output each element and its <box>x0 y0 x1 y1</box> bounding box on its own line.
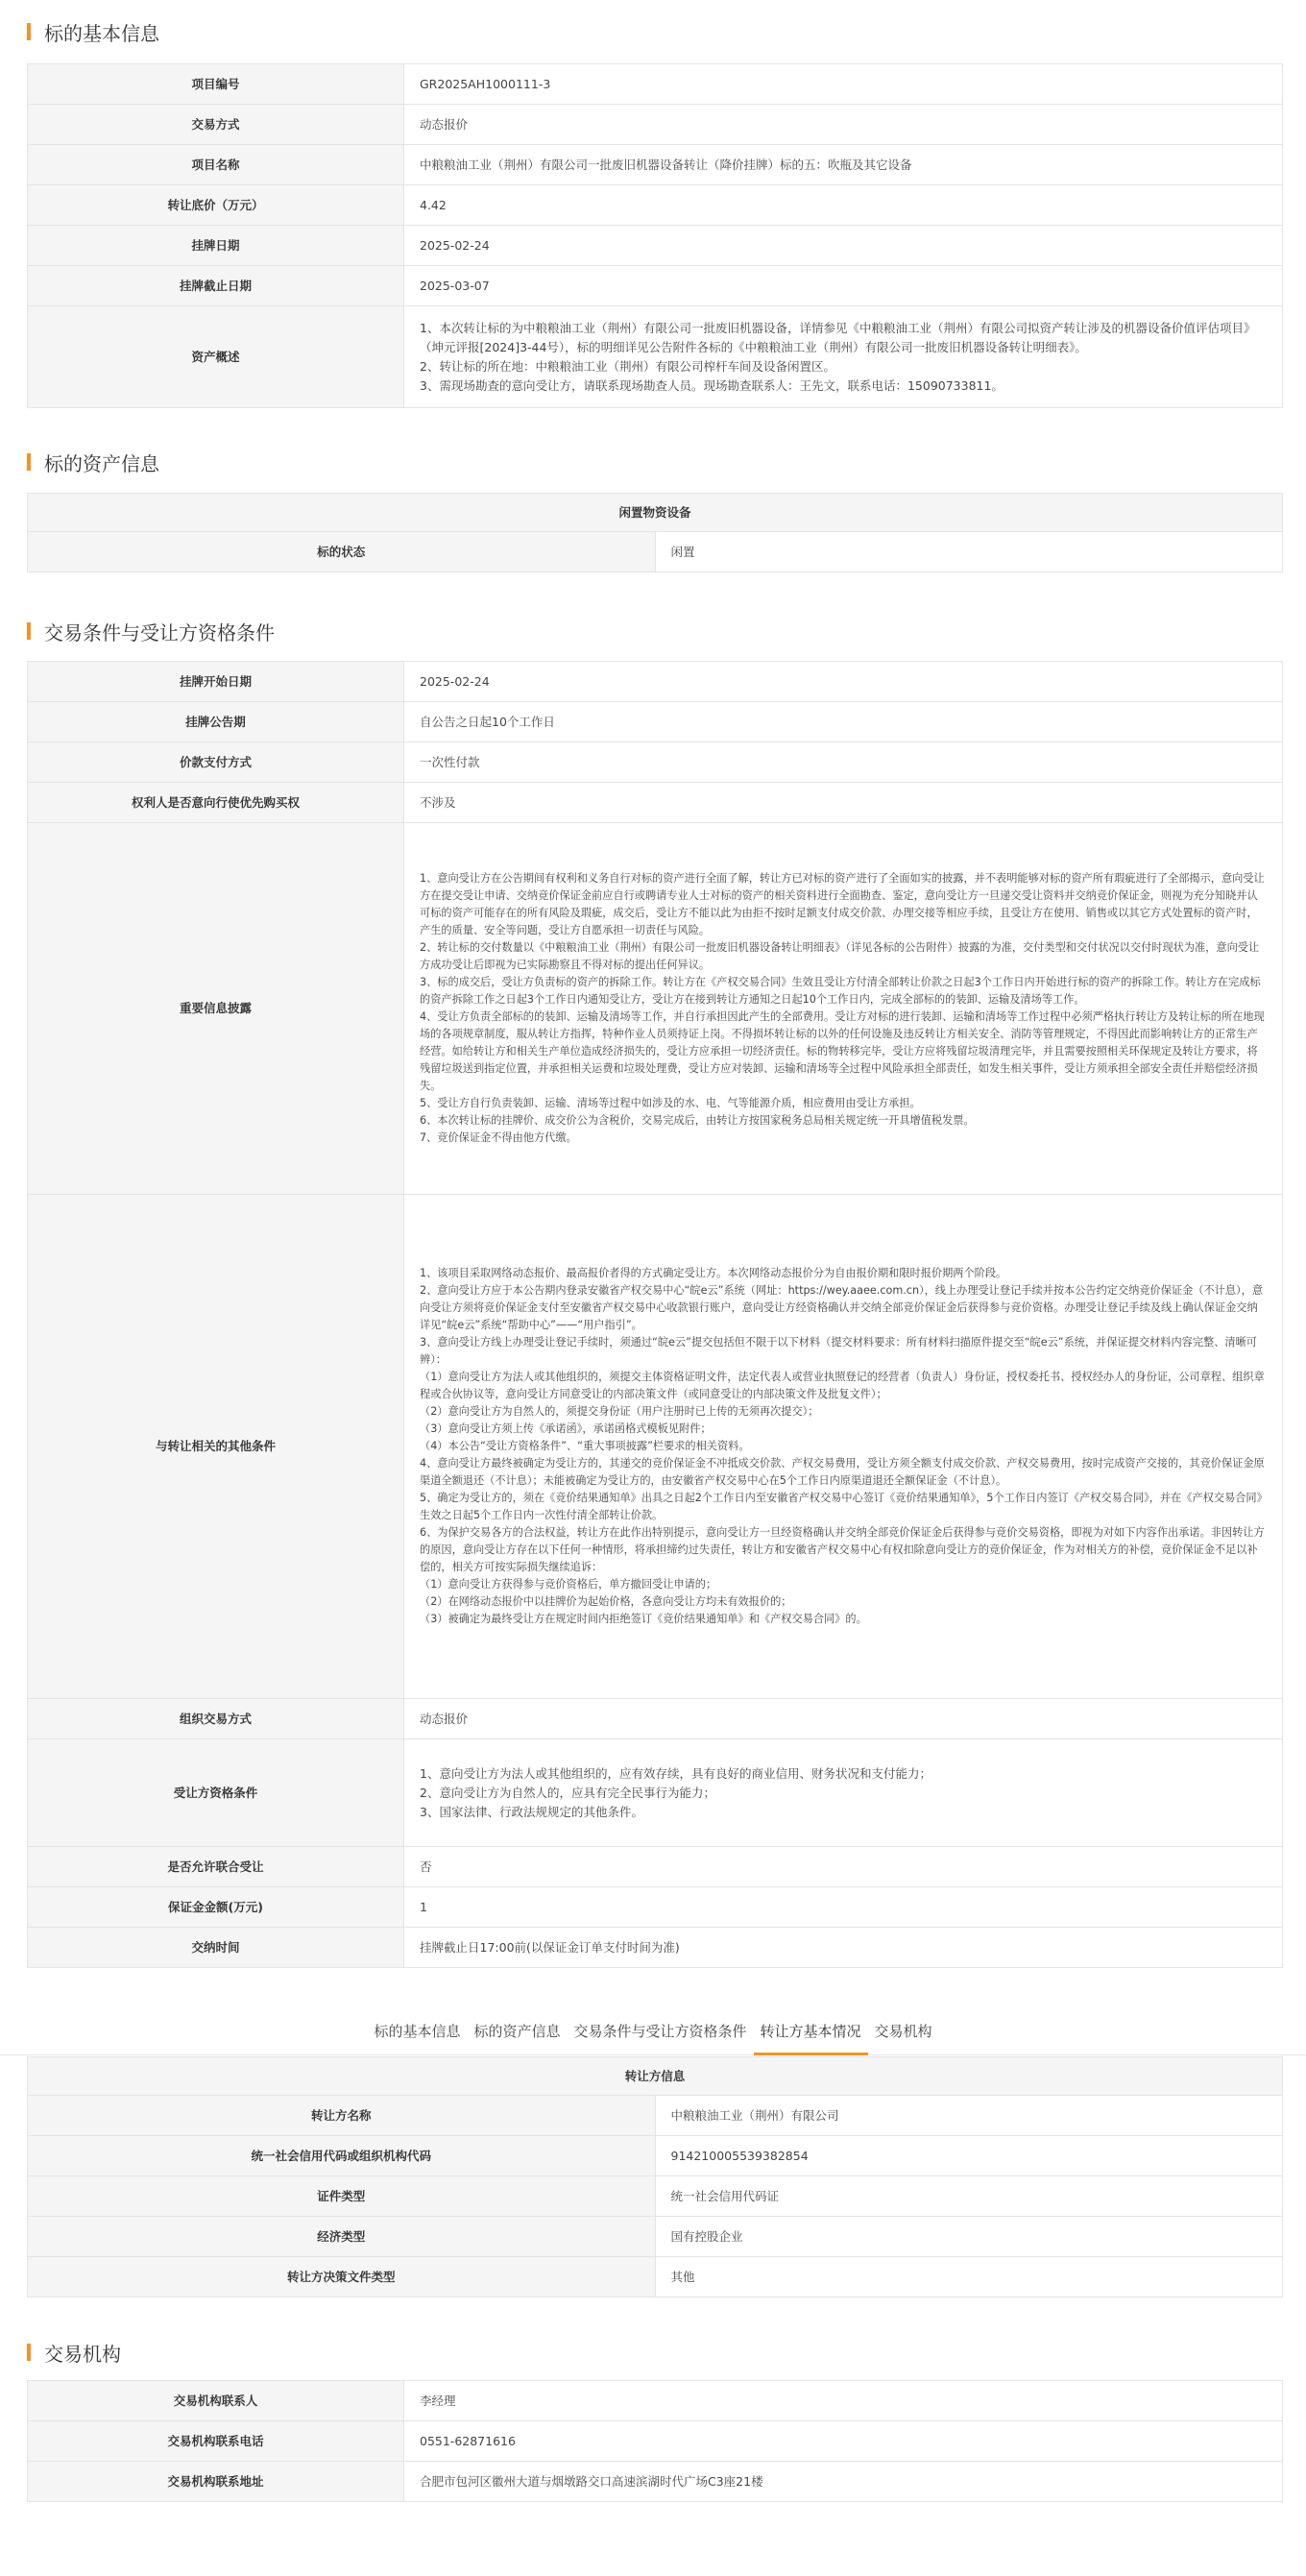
section-title-agency <box>27 2341 121 2364</box>
row-label: 重要信息披露 <box>28 823 404 1195</box>
row-label: 是否允许联合受让 <box>28 1847 404 1887</box>
row-value: 李经理 <box>404 2381 1283 2421</box>
row-value: 其他 <box>655 2257 1283 2297</box>
row-value: 4.42 <box>404 185 1283 226</box>
table-row <box>28 1195 1283 1699</box>
table-row <box>28 2421 1283 2462</box>
row-label: 挂牌截止日期 <box>28 266 404 306</box>
row-value: GR2025AH1000111-3 <box>404 64 1283 105</box>
row-label: 证件类型 <box>28 2176 656 2217</box>
row-value: 挂牌截止日17:00前(以保证金订单支付时间为准) <box>404 1928 1283 1968</box>
row-label: 转让方决策文件类型 <box>28 2257 656 2297</box>
row-label: 与转让相关的其他条件 <box>28 1195 404 1699</box>
row-value: 闲置 <box>655 532 1283 572</box>
table-header: 闲置物资设备 <box>28 494 1283 532</box>
table-row <box>28 1887 1283 1928</box>
table-row <box>28 532 1283 572</box>
row-value: 不涉及 <box>404 783 1283 823</box>
table-row <box>28 2462 1283 2502</box>
section-accent-bar <box>27 622 31 640</box>
row-label: 资产概述 <box>28 306 404 408</box>
row-label: 统一社会信用代码或组织机构代码 <box>28 2136 656 2176</box>
section-title-text: 交易条件与受让方资格条件 <box>44 620 275 644</box>
table-row <box>28 1847 1283 1887</box>
row-label: 保证金金额(万元) <box>28 1887 404 1928</box>
row-label: 交易机构联系电话 <box>28 2421 404 2462</box>
table-row <box>28 2217 1283 2257</box>
table-row <box>28 266 1283 306</box>
table-row <box>28 306 1283 408</box>
tab-conditions[interactable]: 交易条件与受让方资格条件 <box>573 2022 747 2040</box>
row-label: 挂牌日期 <box>28 226 404 266</box>
row-label: 转让底价（万元） <box>28 185 404 226</box>
table-row <box>28 2381 1283 2421</box>
section-accent-bar <box>27 453 31 471</box>
section-title-conditions <box>27 620 275 643</box>
table-row <box>28 185 1283 226</box>
tab-basic-info[interactable]: 标的基本信息 <box>374 2022 461 2040</box>
row-label: 转让方名称 <box>28 2096 656 2136</box>
row-value: 1、该项目采取网络动态报价、最高报价者得的方式确定受让方。本次网络动态报价分为自由报价期和限时报价期两个阶段。 2、意向受让方应于本公告期内登录安徽省产权交易中心“皖e云”系统（网址：https://wey.aaee.com.cn），线上办理受让登记手续并按本公告约定交纳竞价保证金（不计息），意向受让方须将竞价保证金支付至安徽省产权交易中心收款银行账户，意向受让方经资格确认并交纳全部竞价保证金后获得参与竞价资格。办理受让登记手续及线上确认保证金交纳详见“皖e云”系统“帮助中心”——“用户指引”。 3、意向受让方线上办理受让登记手续时，须通过“皖e云”提交包括但不限于以下材料（提交材料要求：所有材料扫描原件提交至“皖e云”系统，并保证提交材料内容完整、清晰可辨）： （1）意向受让方为法人或其他组织的，须提交主体资格证明文件，法定代表人或营业执照登记的经营者（负责人）身份证，授权委托书、授权经办人的身份证，公司章程、组织章程或合伙协议等，意向受让方同意受让的内部决策文件（或同意受让的内部决策文件及批复文件）； （2）意向受让方为自然人的，须提交身份证（用户注册时已上传的无须再次提交）； （3）意向受让方须上传《承诺函》，承诺函格式模板见附件； （4）本公告“受让方资格条件”、“重大事项披露”栏要求的相关资料。 4、意向受让方最终被确定为受让方的，其递交的竞价保证金不冲抵成交价款、产权交易费用，受让方须全额支付成交价款、产权交易费用，按时完成资产交接的，其竞价保证金原渠道全额退还（不计息）；未能被确定为受让方的，由安徽省产权交易中心在5个工作日内原渠道退还全额保证金（不计息）。 5、确定为受让方的，须在《竞价结果通知单》出具之日起2个工作日内至安徽省产权交易中心签订《竞价结果通知单》，5个工作日内签订《产权交易合同》，并在《产权交易合同》生效之日起5个工作日内一次性付清全部转让价款。 6、为保护交易各方的合法权益，转让方在此作出特别提示，意向受让方一旦经资格确认并交纳全部竞价保证金后获得参与竞价交易资格，即视为对如下内容作出承诺。非因转让方的原因，意向受让方存在以下任何一种情形，将承担缔约过失责任，转让方和安徽省产权交易中心有权扣除意向受让方的竞价保证金，作为对相关方的补偿，竞价保证金不足以补偿的，相关方可按实际损失继续追诉： （1）意向受让方获得参与竞价资格后，单方撤回受让申请的； （2）在网络动态报价中以挂牌价为起始价格，各意向受让方均未有效报价的； （3）被确定为最终受让方在规定时间内拒绝签订《竞价结果通知单》和《产权交易合同》的。 <box>404 1195 1283 1699</box>
row-value: 否 <box>404 1847 1283 1887</box>
table-row <box>28 2096 1283 2136</box>
row-value: 2025-02-24 <box>404 226 1283 266</box>
tab-agency[interactable]: 交易机构 <box>874 2022 932 2040</box>
row-label: 交易机构联系人 <box>28 2381 404 2421</box>
row-label: 组织交易方式 <box>28 1699 404 1739</box>
row-label: 交易机构联系地址 <box>28 2462 404 2502</box>
row-label: 交易方式 <box>28 105 404 145</box>
transferor-table <box>27 2056 1283 2297</box>
row-label: 权利人是否意向行使优先购买权 <box>28 783 404 823</box>
section-title-text: 标的资产信息 <box>44 451 159 475</box>
asset-info-table <box>27 493 1283 572</box>
row-value: 中粮粮油工业（荆州）有限公司 <box>655 2096 1283 2136</box>
row-value: 合肥市包河区徽州大道与烟墩路交口高速滨湖时代广场C3座21楼 <box>404 2462 1283 2502</box>
table-row <box>28 2136 1283 2176</box>
table-row <box>28 2176 1283 2217</box>
table-header: 转让方信息 <box>28 2057 1283 2096</box>
section-tabs <box>0 2007 1306 2055</box>
row-value: 1、本次转让标的为中粮粮油工业（荆州）有限公司一批废旧机器设备，详情参见《中粮粮油工业（荆州）有限公司拟资产转让涉及的机器设备价值评估项目》（坤元评报[2024]3-44号），标的明细详见公告附件各标的《中粮粮油工业（荆州）有限公司一批废旧机器设备转让明细表》。 2、转让标的所在地：中粮粮油工业（荆州）有限公司榨杆车间及设备闲置区。 3、需现场勘查的意向受让方，请联系现场勘查人员。现场勘查联系人：王先文，联系电话：15090733811。 <box>404 306 1283 408</box>
table-row <box>28 226 1283 266</box>
conditions-table <box>27 661 1283 1968</box>
row-value: 914210005539382854 <box>655 2136 1283 2176</box>
section-title-basic <box>27 20 159 43</box>
table-row <box>28 64 1283 105</box>
tab-asset-info[interactable]: 标的资产信息 <box>473 2022 561 2040</box>
table-row <box>28 105 1283 145</box>
table-row <box>28 783 1283 823</box>
section-accent-bar <box>27 23 31 40</box>
table-row <box>28 1699 1283 1739</box>
agency-table <box>27 2380 1283 2502</box>
row-label: 受让方资格条件 <box>28 1739 404 1847</box>
row-label: 交纳时间 <box>28 1928 404 1968</box>
row-label: 价款支付方式 <box>28 742 404 783</box>
row-value: 2025-03-07 <box>404 266 1283 306</box>
table-row <box>28 742 1283 783</box>
row-label: 挂牌公告期 <box>28 702 404 742</box>
row-label: 标的状态 <box>28 532 656 572</box>
row-value: 统一社会信用代码证 <box>655 2176 1283 2217</box>
table-row <box>28 145 1283 185</box>
row-value: 国有控股企业 <box>655 2217 1283 2257</box>
row-value: 动态报价 <box>404 105 1283 145</box>
row-value: 动态报价 <box>404 1699 1283 1739</box>
table-header-row <box>28 494 1283 532</box>
row-value: 1、意向受让方为法人或其他组织的，应有效存续，具有良好的商业信用、财务状况和支付能力； 2、意向受让方为自然人的，应具有完全民事行为能力； 3、国家法律、行政法规规定的其他条件。 <box>404 1739 1283 1847</box>
row-label: 挂牌开始日期 <box>28 662 404 702</box>
table-row <box>28 2257 1283 2297</box>
section-title-text: 交易机构 <box>44 2342 121 2366</box>
row-label: 项目编号 <box>28 64 404 105</box>
section-title-asset <box>27 450 159 474</box>
tab-transferor[interactable]: 转让方基本情况 <box>754 2007 868 2055</box>
basic-info-table <box>27 63 1283 408</box>
row-value: 1、意向受让方在公告期间有权利和义务自行对标的资产进行全面了解，转让方已对标的资产进行了全面如实的披露，并不表明能够对标的资产所有瑕疵进行了全部揭示，意向受让方在提交受让申请、交纳竞价保证金前应自行或聘请专业人士对标的资产的相关资料进行全面勘查、鉴定，意向受让方一旦递交受让资料并交纳竞价保证金，则视为充分知晓并认可标的资产可能存在的所有风险及瑕疵，成交后，受让方不能以此为由拒不按时足额支付成交价款、办理交接等相应手续，且受让方在使用、销售或以其它方式处置标的资产时，产生的质量、安全等问题，受让方自愿承担一切责任与风险。 2、转让标的交付数量以《中粮粮油工业（荆州）有限公司一批废旧机器设备转让明细表》（详见各标的公告附件）披露的为准，交付类型和交付状况以交付时现状为准，意向受让方成功受让后即视为已实际勘察且不得对标的提出任何异议。 3、标的成交后，受让方负责标的资产的拆除工作。转让方在《产权交易合同》生效且受让方付清全部转让价款之日起3个工作日内开始进行标的资产的拆除工作。转让方在完成标的资产拆除工作之日起3个工作日内通知受让方，受让方在接到转让方通知之日起10个工作日内，完成全部标的的装卸、运输及清场等工作。 4、受让方负责全部标的的装卸、运输及清场等工作，并自行承担因此产生的全部费用。受让方对标的进行装卸、运输和清场等工作过程中必须严格执行转让方及转让标的所在地现场的各项规章制度，服从转让方指挥，特种作业人员须持证上岗。不得损坏转让标的以外的任何设施及违反转让方相关安全、消防等管理规定，不得因此而影响转让方的正常生产经营。如给转让方和相关生产单位造成经济损失的，受让方应承担一切经济责任。标的物转移完毕，受让方应将残留垃圾清理完毕，并且需要按照相关环保规定及转让方要求，将残留垃圾送到指定位置，并承担相关运费和垃圾处理费，受让方应对装卸、运输和清场等全过程中风险承担全部责任，如发生相关事件，受让方须承担全部安全责任并赔偿经济损失。 5、受让方自行负责装卸、运输、清场等过程中如涉及的水、电、气等能源介质，相应费用由受让方承担。 6、本次转让标的挂牌价、成交价公为含税价，交易完成后，由转让方按国家税务总局相关规定统一开具增值税发票。 7、竞价保证金不得由他方代缴。 <box>404 823 1283 1195</box>
row-value: 自公告之日起10个工作日 <box>404 702 1283 742</box>
section-title-text: 标的基本信息 <box>44 21 159 45</box>
table-row <box>28 1739 1283 1847</box>
row-value: 1 <box>404 1887 1283 1928</box>
row-value: 一次性付款 <box>404 742 1283 783</box>
row-value: 中粮粮油工业（荆州）有限公司一批废旧机器设备转让（降价挂牌）标的五：吹瓶及其它设备 <box>404 145 1283 185</box>
table-row <box>28 1928 1283 1968</box>
table-header-row <box>28 2057 1283 2096</box>
table-row <box>28 662 1283 702</box>
table-row <box>28 823 1283 1195</box>
row-value: 2025-02-24 <box>404 662 1283 702</box>
row-label: 经济类型 <box>28 2217 656 2257</box>
table-row <box>28 702 1283 742</box>
row-label: 项目名称 <box>28 145 404 185</box>
section-accent-bar <box>27 2344 31 2361</box>
row-value: 0551-62871616 <box>404 2421 1283 2462</box>
